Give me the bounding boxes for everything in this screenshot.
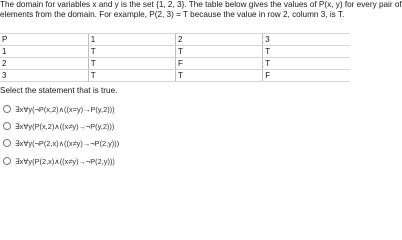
question-prompt <box>0 0 402 20</box>
answer-option-label: ∃x∀y(P(2,x)∧((x≠y)→¬P(2,y))) <box>15 156 115 166</box>
radio-button-icon[interactable] <box>3 139 11 147</box>
table-cell: F <box>263 70 350 82</box>
prompt-line-2: elements from the domain. For example, P(2, 3) = T because the value in row 2, column 3, is T. <box>0 10 345 19</box>
table-cell: T <box>88 70 175 82</box>
table-header-row <box>0 34 350 46</box>
instruction-text: Select the statement that is true. <box>0 86 118 95</box>
truth-table <box>0 33 350 82</box>
table-header-cell: 3 <box>263 34 350 46</box>
table-row-label: 1 <box>0 46 88 58</box>
answer-option-3[interactable] <box>3 138 119 148</box>
table-row <box>0 70 350 82</box>
radio-button-icon[interactable] <box>3 105 11 113</box>
table-row-label: 2 <box>0 58 88 70</box>
answer-option-2[interactable] <box>3 121 114 131</box>
table-cell: T <box>175 70 262 82</box>
table-cell: T <box>175 46 262 58</box>
table-cell: F <box>175 58 262 70</box>
table-cell: T <box>88 58 175 70</box>
table-header-cell: 2 <box>175 34 262 46</box>
answer-option-label: ∃x∀y(P(x,2)∧((x≠y)→¬P(y,2))) <box>15 121 115 131</box>
prompt-line-1: The domain for variables x and y is the set {1, 2, 3}. The table below gives the values of P(x, y) for every pair of <box>0 0 402 9</box>
table-row <box>0 46 350 58</box>
table-header-cell: 1 <box>88 34 175 46</box>
table-cell: T <box>263 58 350 70</box>
table-cell: T <box>88 46 175 58</box>
answer-option-label: ∃x∀y(¬P(2,x)∧((x≠y)→¬P(2,y))) <box>15 138 120 148</box>
answer-option-1[interactable] <box>3 104 115 114</box>
radio-button-icon[interactable] <box>3 157 11 165</box>
table-row <box>0 58 350 70</box>
table-cell: T <box>263 46 350 58</box>
answer-option-4[interactable] <box>3 156 115 166</box>
table-header-cell: P <box>0 34 88 46</box>
answer-option-label: ∃x∀y(¬P(x,2)∧((x=y)→P(y,2))) <box>15 104 115 114</box>
table-row-label: 3 <box>0 70 88 82</box>
radio-button-icon[interactable] <box>3 122 11 130</box>
